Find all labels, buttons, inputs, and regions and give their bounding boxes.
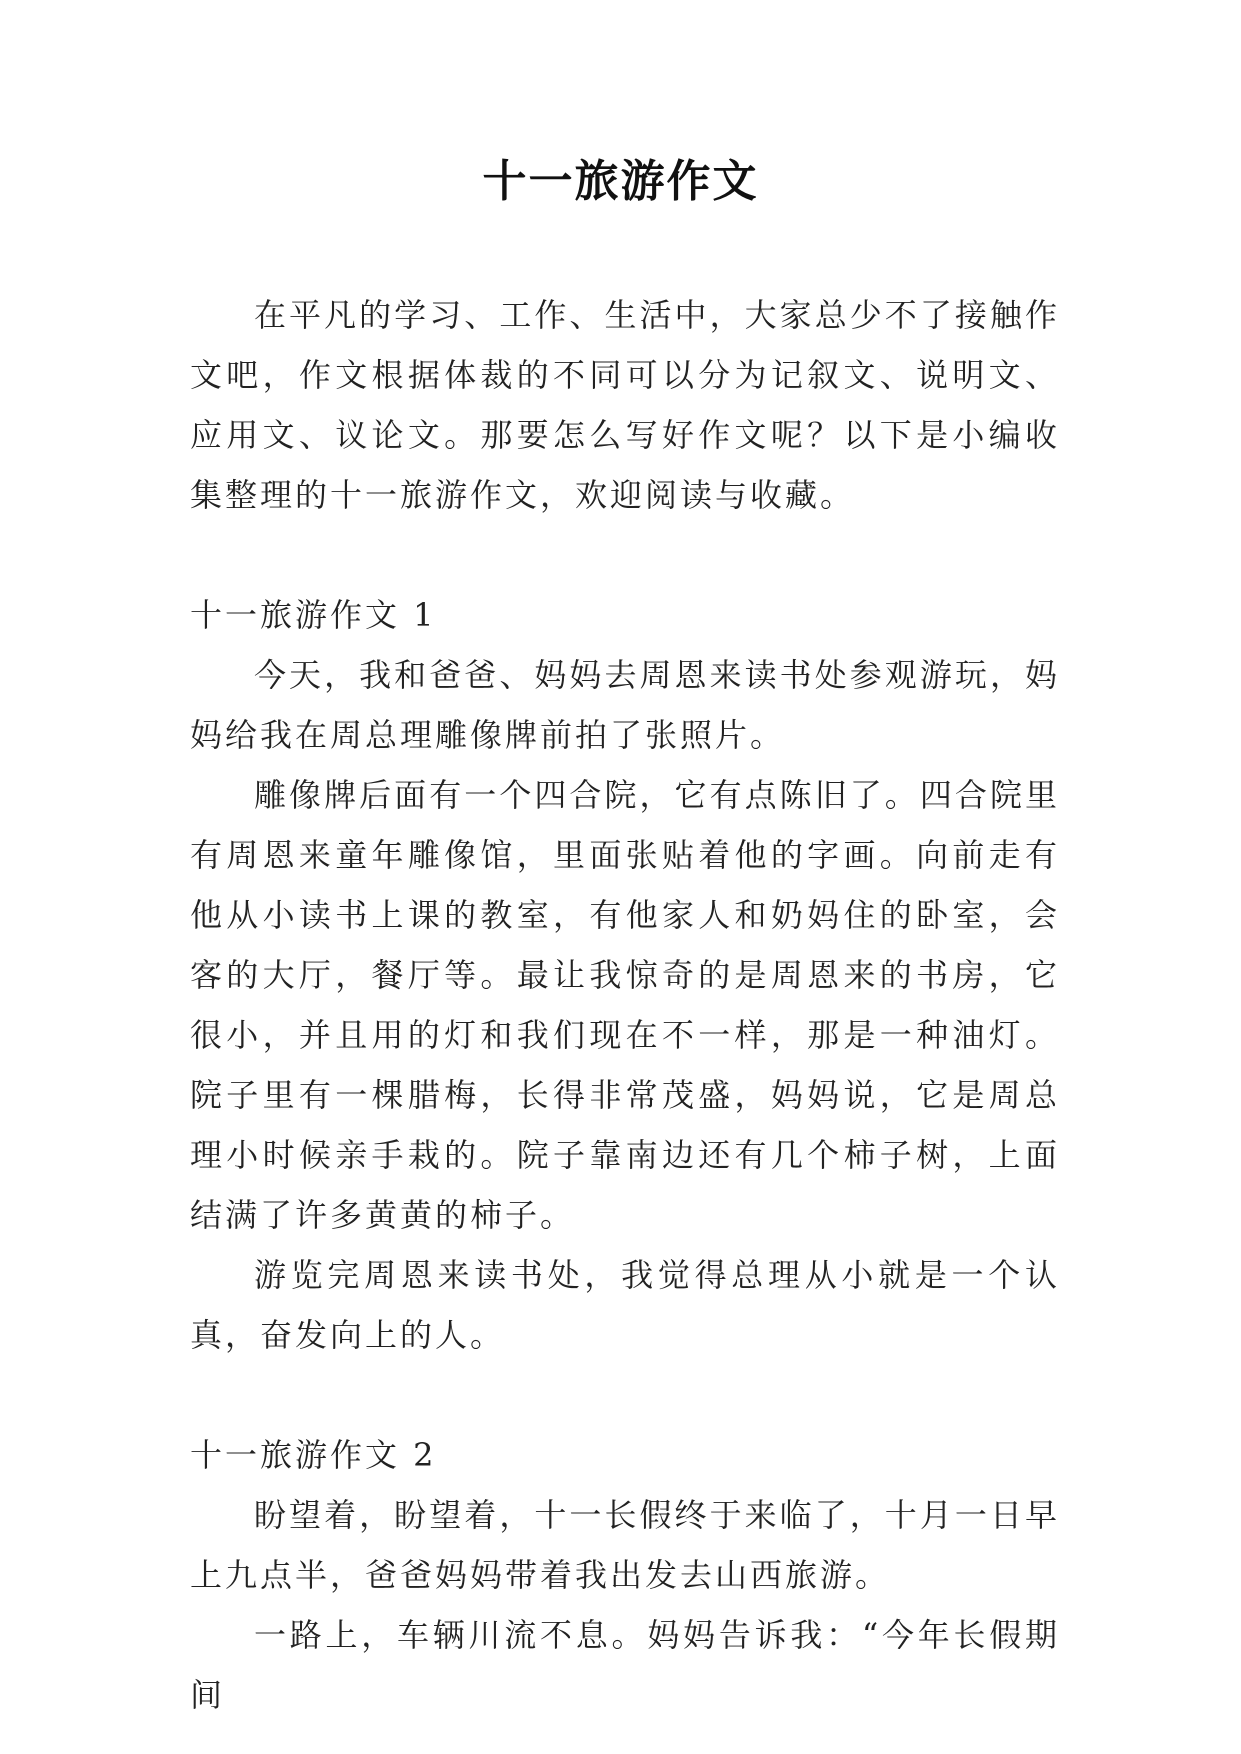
section-1 [190,585,1060,1365]
body-paragraph: 雕像牌后面有一个四合院，它有点陈旧了。四合院里有周恩来童年雕像馆，里面张贴着他的字画。向前走有他从小读书上课的教室，有他家人和奶妈住的卧室，会客的大厅，餐厅等。最让我惊奇的是周恩来的书房，它很小，并且用的灯和我们现在不一样，那是一种油灯。院子里有一棵腊梅，长得非常茂盛，妈妈说，它是周总理小时候亲手栽的。院子靠南边还有几个柿子树，上面结满了许多黄黄的柿子。 [190,776,1060,1234]
section-heading: 十一旅游作文 1 [190,596,437,634]
section-spacer [190,1365,1060,1425]
section-2 [190,1425,1060,1725]
body-paragraph: 今天，我和爸爸、妈妈去周恩来读书处参观游玩，妈妈给我在周总理雕像牌前拍了张照片。 [190,656,1060,754]
body-paragraph: 一路上，车辆川流不息。妈妈告诉我：“今年长假期间 [190,1616,1060,1714]
body-paragraph: 盼望着，盼望着，十一长假终于来临了，十月一日早上九点半，爸爸妈妈带着我出发去山西旅游。 [190,1496,1060,1594]
intro-paragraph: 在平凡的学习、工作、生活中，大家总少不了接触作文吧，作文根据体裁的不同可以分为记叙文、说明文、应用文、议论文。那要怎么写好作文呢？以下是小编收集整理的十一旅游作文，欢迎阅读与收藏。 [190,296,1060,514]
document-body [190,285,1060,1725]
document-title: 十一旅游作文 [482,156,759,207]
body-paragraph: 游览完周恩来读书处，我觉得总理从小就是一个认真，奋发向上的人。 [190,1256,1060,1354]
section-spacer [190,525,1060,585]
section-heading: 十一旅游作文 2 [190,1436,437,1474]
